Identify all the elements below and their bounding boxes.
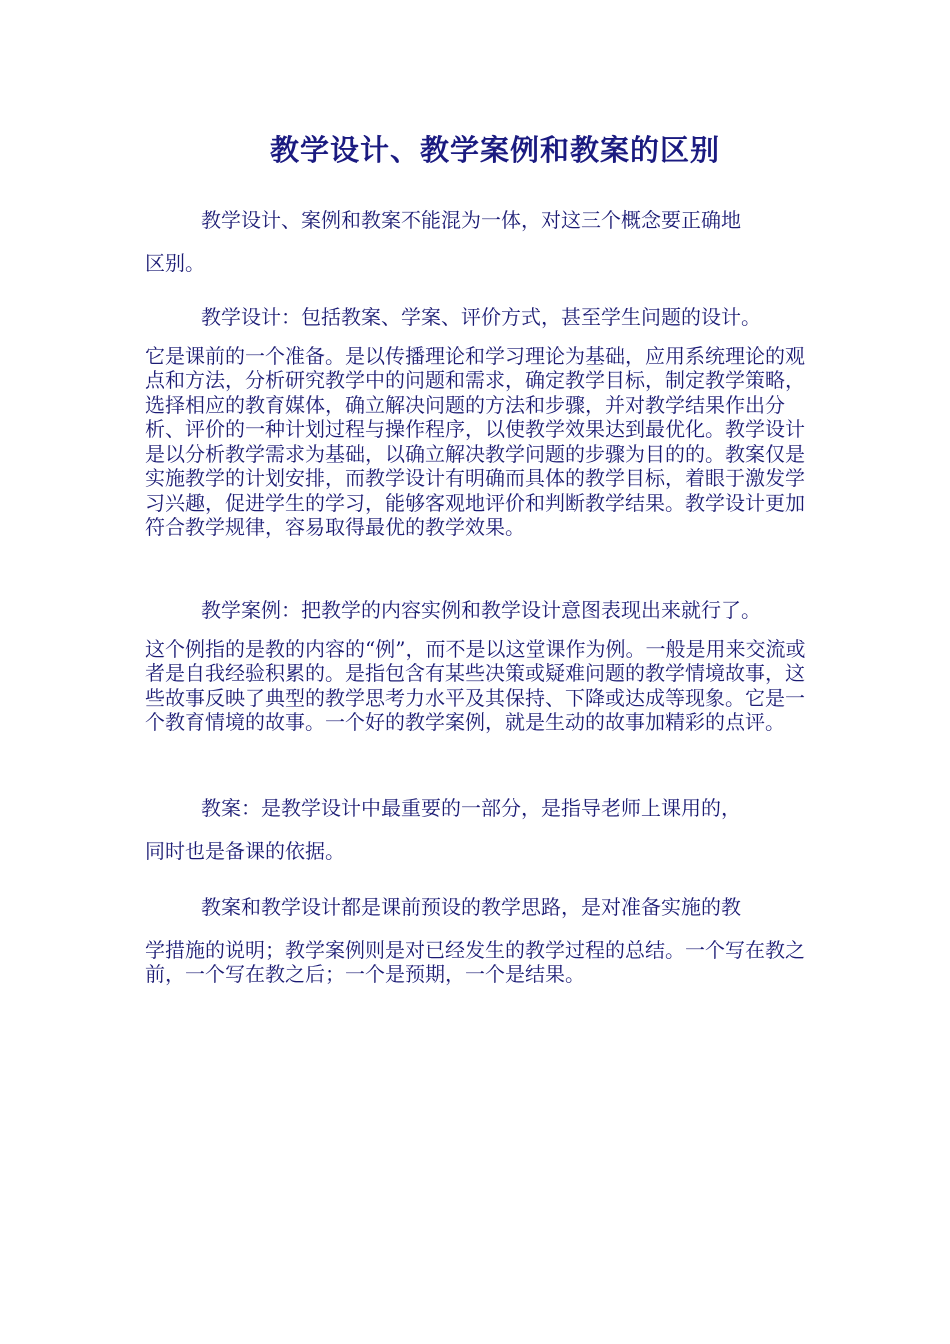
paragraph-body: 它是课前的一个准备。是以传播理论和学习理论为基础，应用系统理论的观点和方法，分析研究教学中的问题和需求，确定教学目标，制定教学策略，选择相应的教育媒体，确立解决问题的方法和步骤，并对教学结果作出分析、评价的一种计划过程与操作程序，以使教学效果达到最优化。教学设计是以分析教学需求为基础，以确立解决教学问题的步骤为目的的。教案仅是实施教学的计划安排，而教学设计有明确而具体的教学目标，着眼于激发学习兴趣，促进学生的学习，能够客观地评价和判断教学结果。教学设计更加符合教学规律，容易取得最优的教学效果。 bbox=[145, 343, 805, 539]
paragraph-summary bbox=[145, 895, 809, 987]
paragraph-teaching-design bbox=[145, 305, 809, 540]
paragraph-lesson-plan bbox=[145, 796, 809, 863]
paragraph-first-line: 教学设计：包括教案、学案、评价方式，甚至学生问题的设计。 bbox=[201, 305, 761, 329]
paragraph-body: 同时也是备课的依据。 bbox=[145, 838, 345, 863]
paragraph-body: 这个例指的是教的内容的“例”，而不是以这堂课作为例。一般是用来交流或者是自我经验积累的。是指包含有某些决策或疑难问题的教学情境故事，这些故事反映了典型的教学思考力水平及其保持、下降或达成等现象。它是一个教育情境的故事。一个好的教学案例，就是生动的故事加精彩的点评。 bbox=[145, 636, 806, 734]
paragraph-intro bbox=[145, 208, 809, 275]
paragraph-first-line: 教学案例：把教学的内容实例和教学设计意图表现出来就行了。 bbox=[201, 598, 761, 622]
paragraph-first-line: 教案和教学设计都是课前预设的教学思路，是对准备实施的教 bbox=[201, 895, 741, 919]
paragraph-first-line: 教学设计、案例和教案不能混为一体，对这三个概念要正确地 bbox=[201, 208, 741, 232]
paragraph-teaching-case bbox=[145, 598, 809, 735]
document-title: 教学设计、教学案例和教案的区别 bbox=[269, 133, 720, 167]
paragraph-body: 学措施的说明；教学案例则是对已经发生的教学过程的总结。一个写在教之前，一个写在教之后；一个是预期，一个是结果。 bbox=[145, 937, 805, 986]
paragraph-first-line: 教案：是教学设计中最重要的一部分，是指导老师上课用的， bbox=[201, 796, 741, 820]
paragraph-body: 区别。 bbox=[145, 250, 205, 275]
